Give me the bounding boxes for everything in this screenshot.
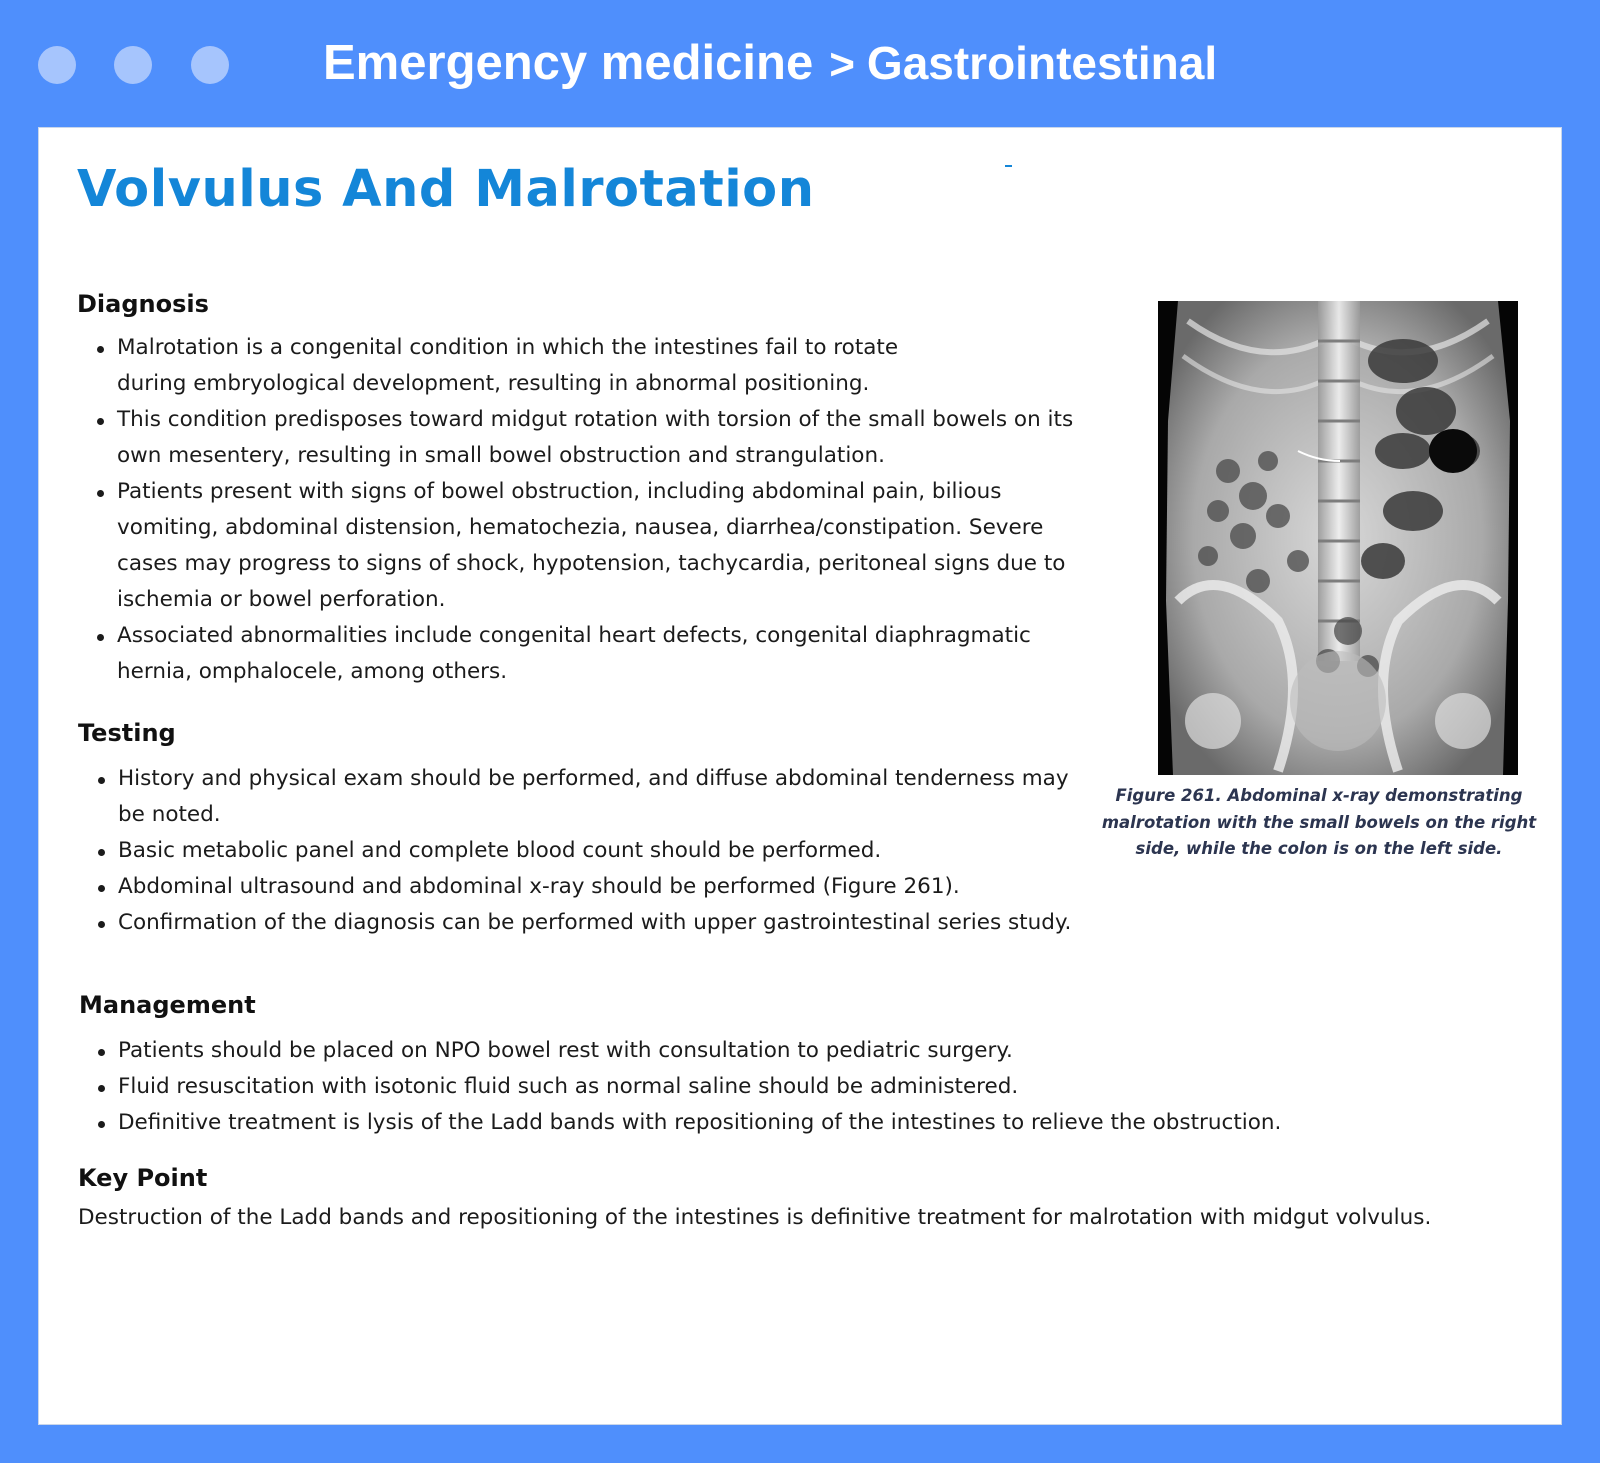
testing-list	[78, 761, 1078, 941]
figure-caption: Figure 261. Abdominal x-ray demonstrating malrotation with the small bowels on the right side, while the colon is on the left side.	[1101, 786, 1537, 858]
list-item: Associated abnormalities include congenital heart defects, congenital diaphragmatic hernia, omphalocele, among others.	[77, 618, 1077, 690]
list-item: Basic metabolic panel and complete blood count should be performed.	[78, 833, 1078, 869]
list-item: Confirmation of the diagnosis can be performed with upper gastrointestinal series study.	[78, 905, 1078, 941]
page-title: Volvulus And Malrotation	[77, 160, 815, 219]
list-item: Patients should be placed on NPO bowel rest with consultation to pediatric surgery.	[78, 1033, 1528, 1069]
list-item: Patients present with signs of bowel obstruction, including abdominal pain, bilious vomiting, abdominal distension, hematochezia, nausea, diarrhea/constipation. Severe cases may progress to signs of shock, hypotension, tachycardia, peritoneal signs due to ischemia or bowel perforation.	[77, 474, 1087, 618]
list-item: Fluid resuscitation with isotonic fluid such as normal saline should be administered.	[78, 1069, 1528, 1105]
breadcrumb	[323, 28, 1217, 100]
breadcrumb-parent[interactable]: Emergency medicine	[323, 36, 814, 90]
list-item: Definitive treatment is lysis of the Ladd bands with repositioning of the intestines to relieve the obstruction.	[78, 1105, 1528, 1141]
window-dot-icon[interactable]	[38, 46, 76, 84]
abdominal-xray-image	[1158, 301, 1518, 775]
window-titlebar	[0, 0, 1600, 127]
window-dot-icon[interactable]	[191, 46, 229, 84]
management-list	[78, 1033, 1528, 1141]
divider-mark	[1005, 165, 1012, 167]
list-item: History and physical exam should be performed, and diffuse abdominal tenderness may be noted.	[78, 761, 1078, 833]
list-item: This condition predisposes toward midgut rotation with torsion of the small bowels on its own mesentery, resulting in small bowel obstruction and strangulation.	[77, 402, 1077, 474]
window-dot-icon[interactable]	[114, 46, 152, 84]
testing-heading: Testing	[78, 719, 176, 747]
diagnosis-heading: Diagnosis	[77, 290, 209, 318]
list-item: Malrotation is a congenital condition in which the intestines fail to rotate during embryological development, resulting in abnormal positioning.	[77, 330, 917, 402]
xray-graphic	[1158, 301, 1518, 775]
management-heading: Management	[79, 991, 256, 1019]
key-point-heading: Key Point	[78, 1164, 208, 1192]
content-panel	[38, 127, 1562, 1425]
diagnosis-list	[77, 330, 1077, 690]
list-item: Abdominal ultrasound and abdominal x-ray should be performed (Figure 261).	[78, 869, 1078, 905]
key-point-text: Destruction of the Ladd bands and repositioning of the intestines is definitive treatment for malrotation with midgut volvulus.	[78, 1205, 1432, 1230]
breadcrumb-current: Gastrointestinal	[866, 37, 1218, 89]
breadcrumb-separator: >	[829, 40, 855, 89]
